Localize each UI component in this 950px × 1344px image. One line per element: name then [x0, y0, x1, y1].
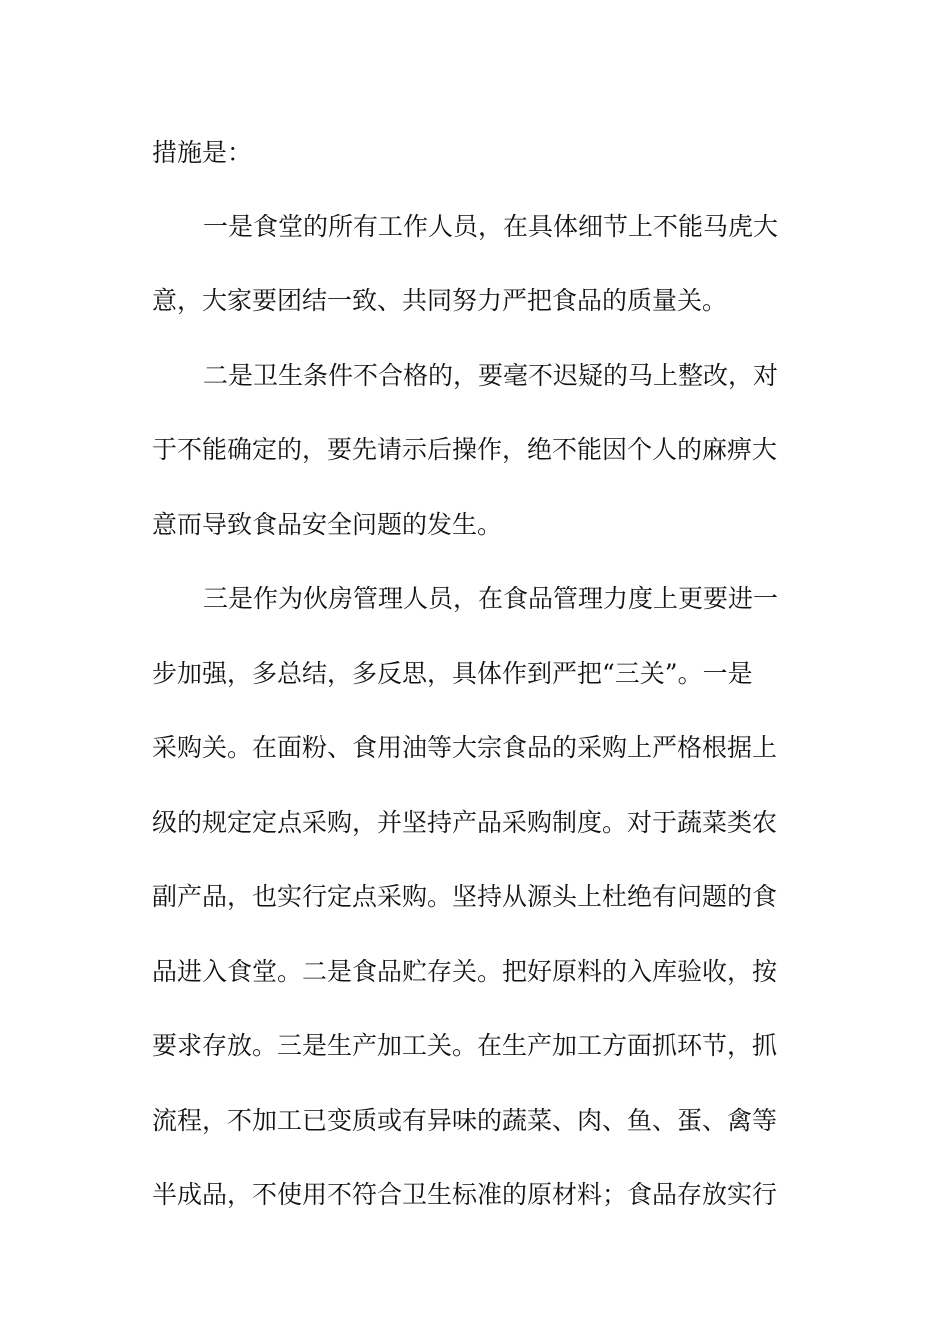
text-line: 意而导致食品安全问题的发生。	[152, 510, 503, 539]
text-line: 流程，不加工已变质或有异味的蔬菜、肉、鱼、蛋、禽等	[152, 1106, 778, 1135]
text-line: 措施是：	[152, 138, 253, 167]
text-line: 步加强，多总结，多反思，具体作到严把“三关”。一是	[152, 659, 753, 688]
paragraph-first-line: 一是食堂的所有工作人员，在具体细节上不能马虎大	[203, 212, 779, 241]
text-line: 采购关。在面粉、食用油等大宗食品的采购上严格根据上	[152, 733, 778, 762]
text-line: 半成品，不使用不符合卫生标准的原材料；食品存放实行	[152, 1180, 778, 1209]
text-line: 级的规定定点采购，并坚持产品采购制度。对于蔬菜类农	[152, 808, 778, 837]
text-line: 要求存放。三是生产加工关。在生产加工方面抓环节，抓	[152, 1031, 778, 1060]
paragraph-first-line: 三是作为伙房管理人员，在食品管理力度上更要进一	[203, 584, 779, 613]
text-line: 副产品，也实行定点采购。坚持从源头上杜绝有问题的食	[152, 882, 778, 911]
text-line: 意，大家要团结一致、共同努力严把食品的质量关。	[152, 286, 728, 315]
text-line: 品进入食堂。二是食品贮存关。把好原料的入库验收，按	[152, 957, 778, 986]
paragraph-first-line: 二是卫生条件不合格的，要毫不迟疑的马上整改，对	[203, 361, 779, 390]
text-line: 于不能确定的，要先请示后操作，绝不能因个人的麻痹大	[152, 435, 778, 464]
